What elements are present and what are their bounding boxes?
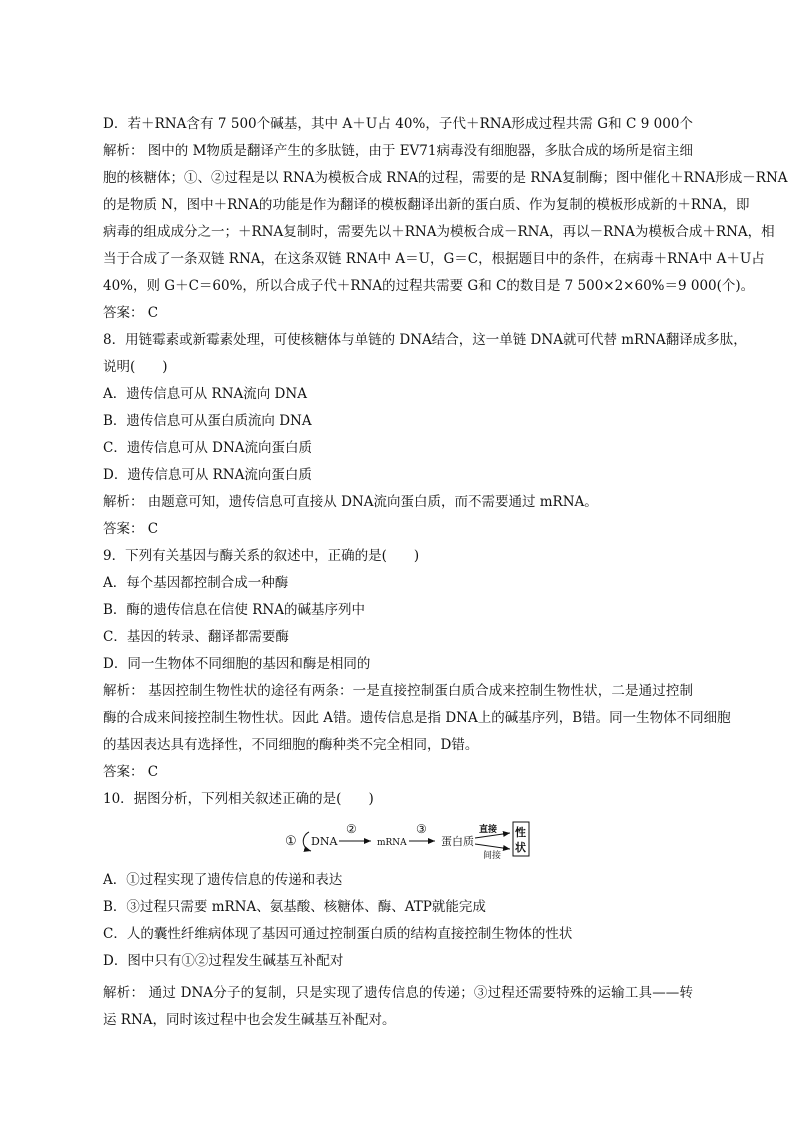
q9-option-b: B．酶的遗传信息在信使 RNA的碱基序列中 [103, 602, 365, 618]
diagram-mrna: mRNA [377, 838, 407, 848]
diagram-circle-1: ① [285, 834, 297, 849]
q9-option-c: C．基因的转录、翻译都需要酶 [103, 629, 289, 645]
q10-option-b: B．③过程只需要 mRNA、氨基酸、核糖体、酶、ATP就能完成 [103, 899, 486, 915]
q8-stem-line-1: 8．用链霉素或新霉素处理，可使核糖体与单链的 DNA结合，这一单链 DNA就可代替 mRNA翻译成多肽， [103, 332, 747, 348]
q10-explanation-line-2: 运 RNA，同时该过程中也会发生碱基互补配对。 [103, 1012, 396, 1028]
q8-stem-line-2: 说明( ) [103, 359, 168, 375]
indirect-arrow [475, 844, 510, 849]
q8-option-c: C．遗传信息可从 DNA流向蛋白质 [103, 440, 313, 456]
q7-explanation-line-3: 的是物质 N，图中＋RNA的功能是作为翻译的模板翻译出新的蛋白质、作为复制的模板形成新的＋RNA，即 [103, 197, 750, 213]
q10-stem: 10．据图分析，下列相关叙述正确的是( ) [103, 791, 374, 807]
q8-explanation: 解析： 由题意可知，遗传信息可直接从 DNA流向蛋白质，而不需要通过 mRNA。 [103, 494, 598, 510]
q9-option-a: A．每个基因都控制合成一种酶 [103, 575, 289, 591]
q10-explanation-line-1: 解析： 通过 DNA分子的复制，只是实现了遗传信息的传递；③过程还需要特殊的运输工具——转 [103, 985, 693, 1001]
q9-explanation-line-1: 解析： 基因控制生物性状的途径有两条：一是直接控制蛋白质合成来控制生物性状，二是通过控制 [103, 683, 693, 699]
diagram-circle-3: ③ [416, 822, 427, 836]
diagram-dna: DNA [311, 835, 338, 848]
diagram-protein: 蛋白质 [441, 835, 474, 848]
q8-option-d: D．遗传信息可从 RNA流向蛋白质 [103, 467, 312, 483]
q9-stem: 9．下列有关基因与酶关系的叙述中，正确的是( ) [103, 548, 420, 564]
q8-option-b: B．遗传信息可从蛋白质流向 DNA [103, 413, 312, 429]
q10-option-d: D．图中只有①②过程发生碱基互补配对 [103, 953, 344, 969]
diagram-trait-char-2: 状 [515, 841, 526, 854]
diagram-circle-2: ② [346, 822, 357, 836]
q9-explanation-line-2: 酶的合成来间接控制生物性状。因此 A错。遗传信息是指 DNA上的碱基序列，B错。同一生物体不同细胞 [103, 710, 731, 726]
replication-loop-arrow [303, 832, 311, 851]
q9-answer: 答案： C [103, 764, 159, 780]
gene-expression-diagram [285, 820, 535, 860]
q7-answer: 答案： C [103, 305, 159, 321]
q8-answer: 答案： C [103, 521, 159, 537]
q10-option-a: A．①过程实现了遗传信息的传递和表达 [103, 872, 343, 888]
q9-option-d: D．同一生物体不同细胞的基因和酶是相同的 [103, 656, 371, 672]
q7-explanation-line-6: 40%，则 G＋C＝60%，所以合成子代＋RNA的过程共需要 G和 C的数目是 7 500×2×60%＝9 000(个)。 [103, 278, 755, 294]
q7-explanation-line-5: 当于合成了一条双链 RNA，在这条双链 RNA中 A＝U，G＝C，根据题目中的条件，在病毒＋RNA中 A＋U占 [103, 251, 765, 267]
q8-option-a: A．遗传信息可从 RNA流向 DNA [103, 386, 307, 402]
q7-explanation-line-1: 解析： 图中的 M物质是翻译产生的多肽链，由于 EV71病毒没有细胞器，多肽合成的场所是宿主细 [103, 143, 693, 159]
diagram-direct-label: 直接 [479, 825, 498, 835]
q9-explanation-line-3: 的基因表达具有选择性，不同细胞的酶种类不完全相同，D错。 [103, 737, 479, 753]
q7-explanation-line-2: 胞的核糖体；①、②过程是以 RNA为模板合成 RNA的过程，需要的是 RNA复制酶；图中催化＋RNA形成－RNA [103, 170, 788, 186]
gene-expression-diagram-svg [285, 820, 535, 860]
q7-explanation-line-4: 病毒的组成成分之一；＋RNA复制时，需要先以＋RNA为模板合成－RNA，再以－RNA为模板合成＋RNA，相 [103, 224, 775, 240]
q10-option-c: C．人的囊性纤维病体现了基因可通过控制蛋白质的结构直接控制生物体的性状 [103, 926, 573, 942]
q7-option-d: D．若＋RNA含有 7 500个碱基，其中 A＋U占 40%，子代＋RNA形成过程共需 G和 C 9 000个 [103, 116, 693, 132]
diagram-indirect-label: 间接 [483, 851, 502, 861]
diagram-trait-char-1: 性 [515, 826, 526, 839]
